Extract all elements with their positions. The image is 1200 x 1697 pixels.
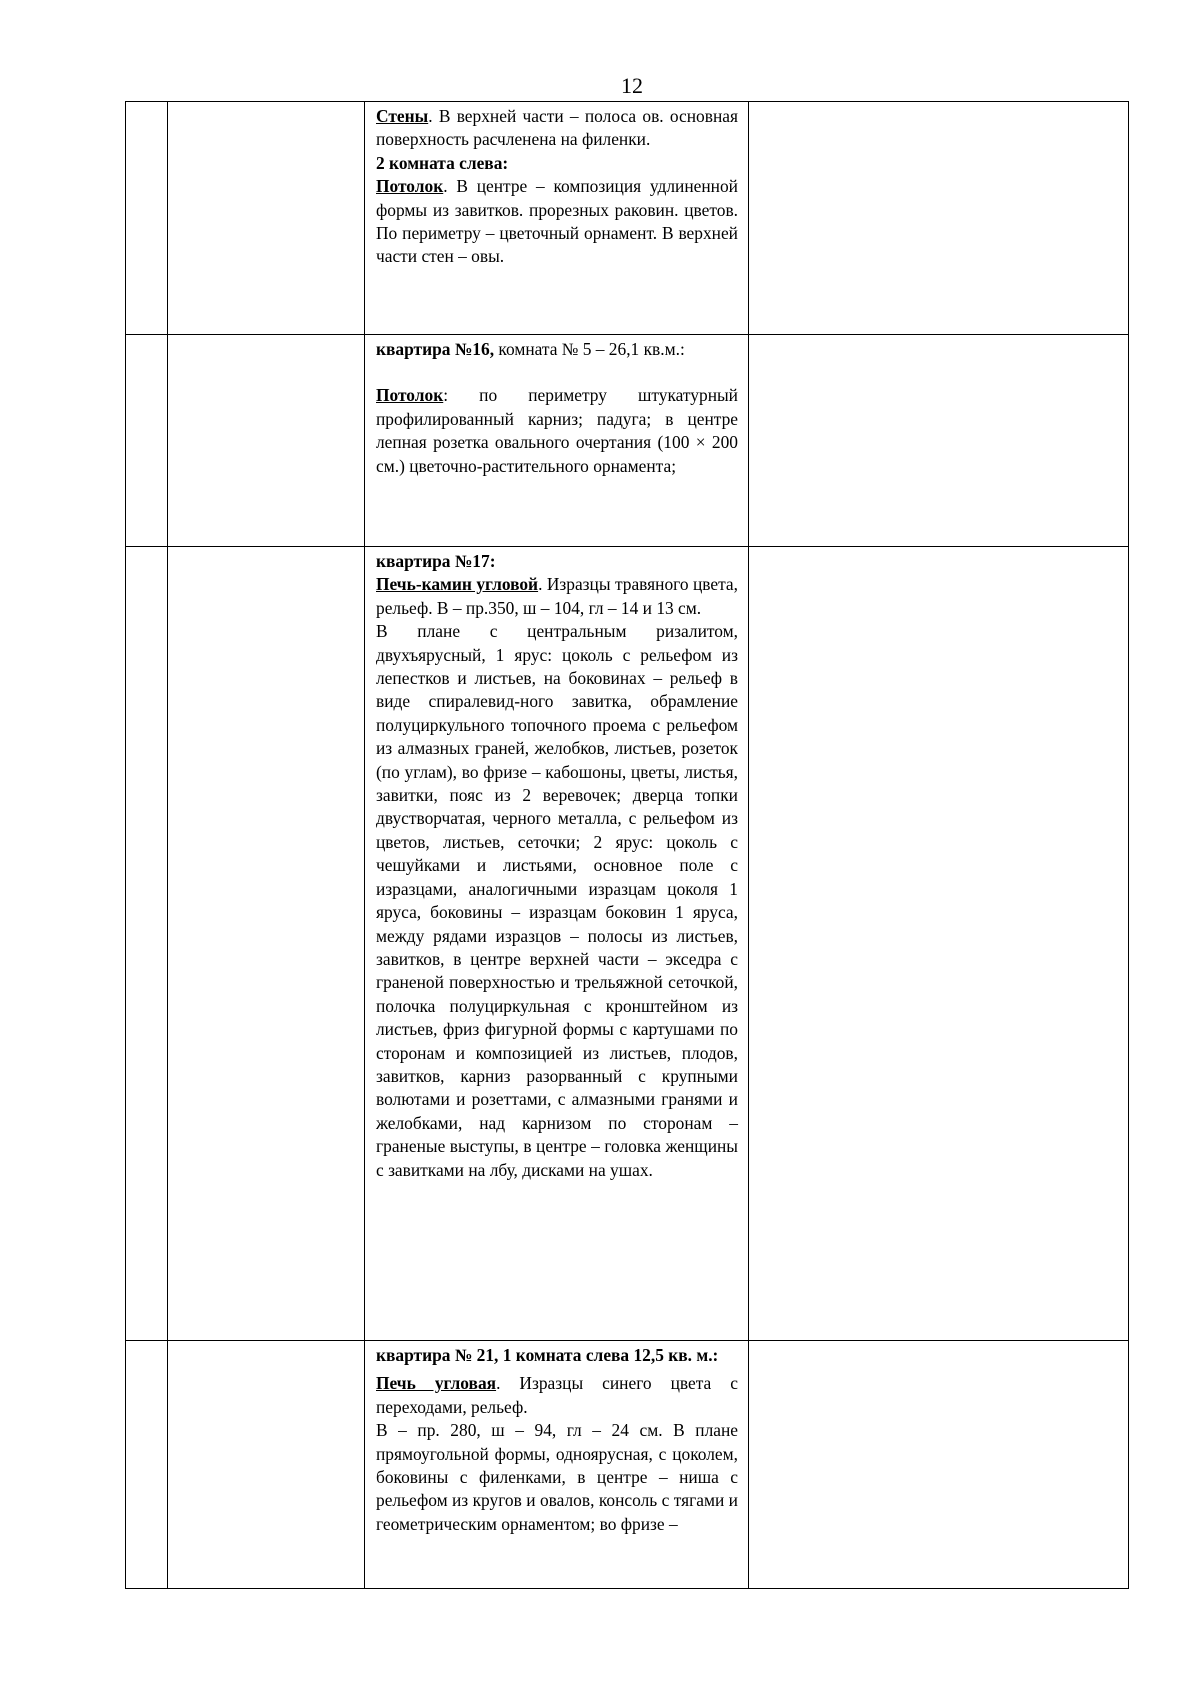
description-cell — [365, 335, 749, 547]
apartment-heading: квартира №17: — [376, 551, 496, 571]
section-heading: Стены — [376, 106, 429, 126]
section-heading: Потолок — [376, 385, 444, 406]
paragraph: В плане с центральным ризалитом, двухъярусный, 1 ярус: цоколь с рельефом из лепестков и листьев, на боковинах – рельеф в виде спиралевид-ного завитка, обрамление полуциркульного топочного проема с рельефом из алмазных граней, желобков, листьев, розеток (по углам), во фризе – кабошоны, цветы, листья, завитки, пояс из 2 веревочек; дверца топки двустворчатая, черного металла, с рельефом из цветов, листьев, сеточки; 2 ярус: цоколь с чешуйками и листьями, основное поле с изразцами, аналогичными изразцам цоколя 1 яруса, боковины – изразцам боковин 1 яруса, между рядами изразцов – полосы из листьев, завитков, в центре верхней части – экседра с граненой поверхностью и трельяжной сеточкой, полочка полуциркульная с кронштейном из листьев, фриз фигурной формы с картушами по сторонам и композицией из листьев, плодов, завитков, карниз разорванный с крупными волютами и розеттами, с алмазными гранями и желобками, над карнизом по сторонам – граненые выступы, в центре – головка женщины с завитками на лбу, дисками на ушах. — [376, 621, 738, 1180]
paragraph: В – пр. 280, ш – 94, гл – 24 см. В плане прямоугольной формы, одноярусная, с цоколем, боковины с филенками, в центре – ниша с рельефом из кругов и овалов, консоль с тягами и геометрическим орнаментом; во фризе – — [376, 1420, 738, 1534]
number-cell — [126, 102, 168, 335]
paragraph-text: . В верхней части – полоса ов. основная поверхность расчленена на филенки. — [376, 106, 738, 150]
notes-cell — [749, 547, 1129, 1341]
table-row — [126, 102, 1129, 335]
paragraph-text: . Изразцы травяного цвета, рельеф. В – пр.350, ш – 104, гл – 14 и 13 см. — [376, 574, 738, 618]
paragraph — [376, 175, 738, 269]
object-cell — [168, 335, 365, 547]
section-heading: Потолок — [376, 176, 444, 197]
notes-cell — [749, 335, 1129, 547]
inventory-table — [125, 101, 1129, 1589]
number-cell — [126, 547, 168, 1341]
room-heading: 2 комната слева: — [376, 152, 509, 173]
apartment-heading — [376, 338, 738, 361]
number-cell — [126, 335, 168, 547]
paragraph-text: . В центре – композиция удлиненной формы из завитков. прорезных раковин. цветов. По периметру – цветочный орнамент. В верхней части стен – овы. — [376, 176, 738, 267]
description-cell — [365, 102, 749, 335]
number-cell — [126, 1341, 168, 1589]
page-number: 12 — [621, 73, 643, 98]
paragraph-text: . Изразцы синего цвета с переходами, рельеф. — [376, 1373, 738, 1417]
table-row — [126, 335, 1129, 547]
paragraph — [376, 1372, 738, 1419]
paragraph — [376, 384, 738, 478]
table-row — [126, 547, 1129, 1341]
room-info: комната № 5 – 26,1 кв.м.: — [494, 339, 685, 359]
object-cell — [168, 547, 365, 1341]
description-cell — [365, 1341, 749, 1589]
apartment-heading: квартира № 21, 1 комната слева 12,5 кв. м.: — [376, 1345, 719, 1365]
object-cell — [168, 1341, 365, 1589]
description-cell — [365, 547, 749, 1341]
section-heading: Печь-камин угловой — [376, 574, 539, 595]
paragraph — [376, 105, 738, 152]
notes-cell — [749, 102, 1129, 335]
table-row — [126, 1341, 1129, 1589]
apartment-number: квартира №16, — [376, 339, 495, 359]
paragraph-text: : по периметру штукатурный профилированный карниз; падуга; в центре лепная розетка овального очертания (100 × 200 см.) цветочно-растительного орнамента; — [376, 385, 738, 476]
object-cell — [168, 102, 365, 335]
notes-cell — [749, 1341, 1129, 1589]
section-heading: Печь угловая — [376, 1373, 497, 1394]
paragraph — [376, 573, 738, 620]
